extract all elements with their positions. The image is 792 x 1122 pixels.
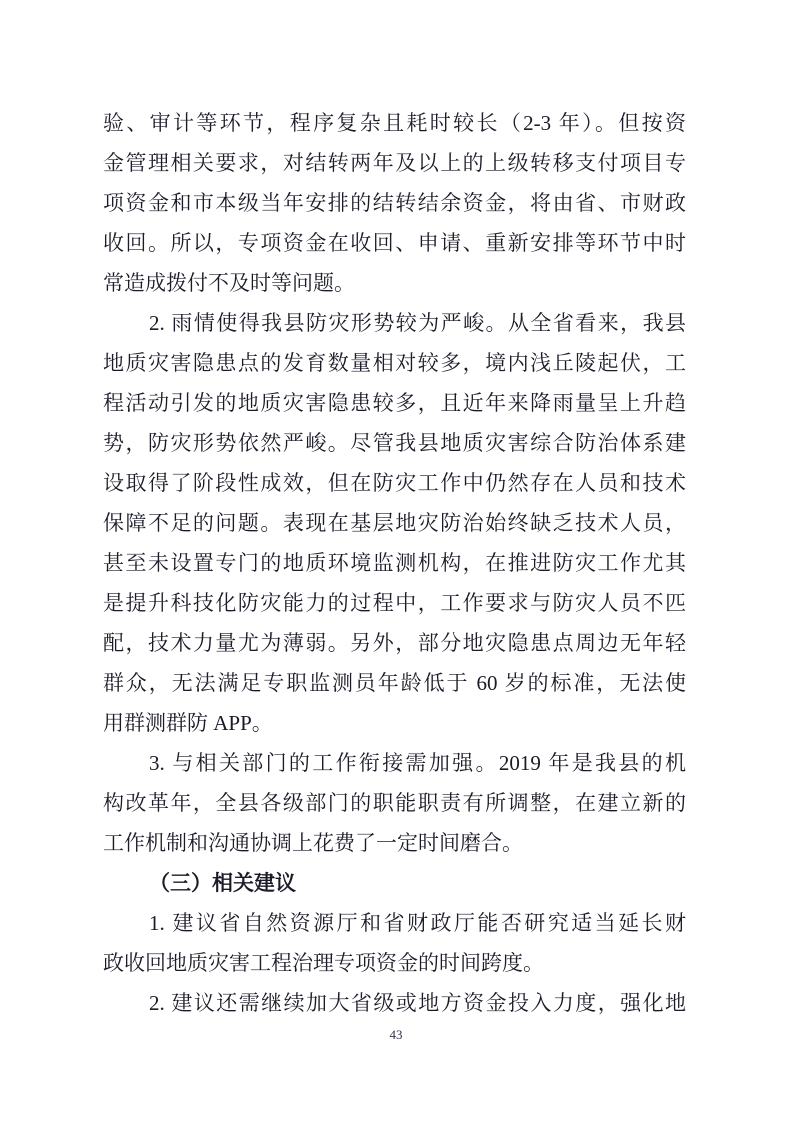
text-line: 势，防灾形势依然严峻。尽管我县地质灾害综合防治体系建	[103, 431, 686, 455]
section-heading: （三）相关建议	[149, 871, 296, 895]
text-line: 用群测群防 APP。	[103, 711, 273, 735]
text-line: 2. 雨情使得我县防灾形势较为严峻。从全省看来，我县	[149, 311, 686, 335]
text-line: 验、审计等环节，程序复杂且耗时较长（2-3 年）。但按资	[103, 111, 686, 135]
text-line: 项资金和市本级当年安排的结转结余资金，将由省、市财政	[103, 191, 686, 215]
text-line: 常造成拨付不及时等问题。	[103, 271, 355, 295]
text-line: 2. 建议还需继续加大省级或地方资金投入力度，强化地	[149, 991, 686, 1015]
text-line: 保障不足的问题。表现在基层地灾防治始终缺乏技术人员，	[103, 511, 686, 535]
text-line: 是提升科技化防灾能力的过程中，工作要求与防灾人员不匹	[103, 591, 686, 615]
text-line: 配，技术力量尤为薄弱。另外，部分地灾隐患点周边无年轻	[103, 631, 686, 655]
text-line: 群众，无法满足专职监测员年龄低于 60 岁的标准，无法使	[103, 671, 686, 695]
text-line: 工作机制和沟通协调上花费了一定时间磨合。	[103, 831, 523, 855]
page-number: 43	[389, 1027, 403, 1042]
document-body	[103, 103, 686, 1023]
text-line: 地质灾害隐患点的发育数量相对较多，境内浅丘陵起伏，工	[103, 351, 686, 375]
text-line: 收回。所以，专项资金在收回、申请、重新安排等环节中时	[103, 231, 686, 255]
text-line: 构改革年，全县各级部门的职能职责有所调整，在建立新的	[103, 791, 686, 815]
text-line: 3. 与相关部门的工作衔接需加强。2019 年是我县的机	[149, 751, 686, 775]
text-line: 金管理相关要求，对结转两年及以上的上级转移支付项目专	[103, 151, 686, 175]
text-line: 程活动引发的地质灾害隐患较多，且近年来降雨量呈上升趋	[103, 391, 686, 415]
text-line: 设取得了阶段性成效，但在防灾工作中仍然存在人员和技术	[103, 471, 686, 495]
text-line: 甚至未设置专门的地质环境监测机构，在推进防灾工作尤其	[103, 551, 686, 575]
text-line: 政收回地质灾害工程治理专项资金的时间跨度。	[103, 951, 544, 975]
text-line: 1. 建议省自然资源厅和省财政厅能否研究适当延长财	[149, 911, 686, 935]
